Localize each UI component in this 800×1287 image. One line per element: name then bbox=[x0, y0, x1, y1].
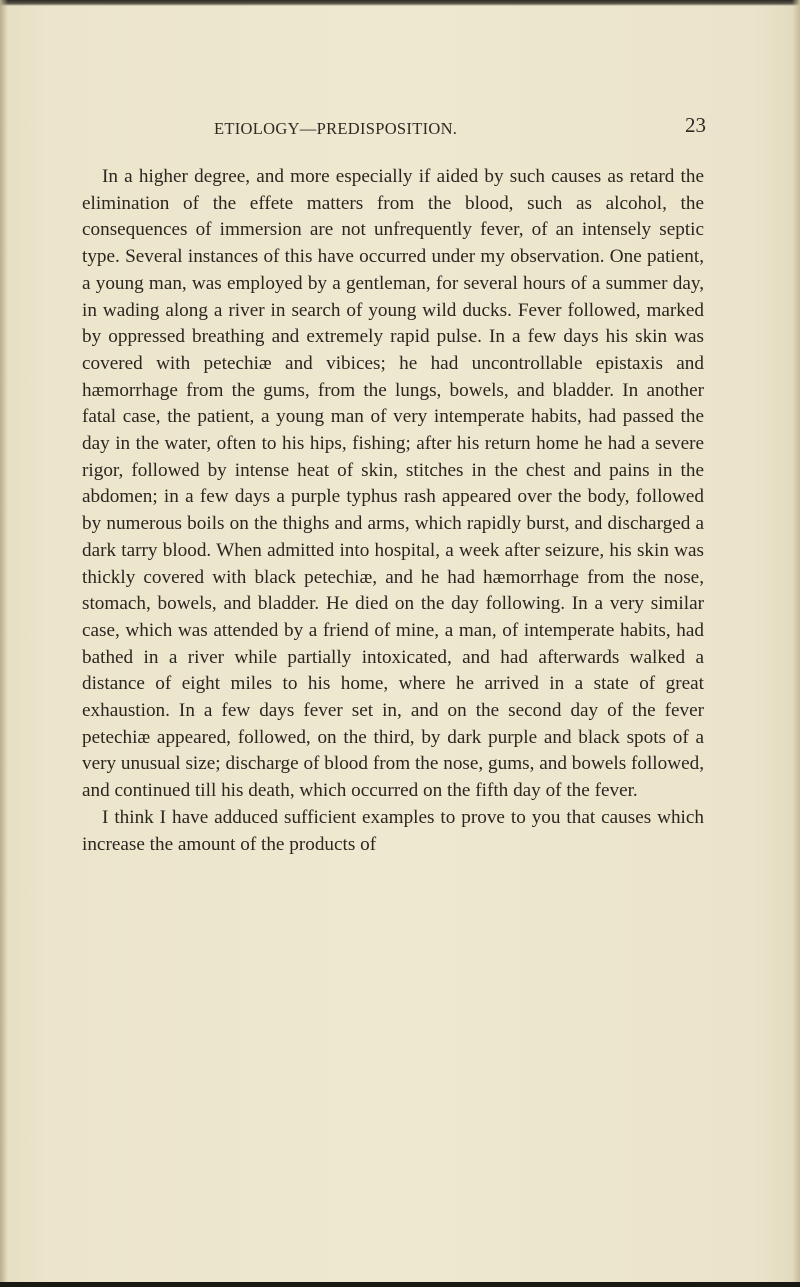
page-number: 23 bbox=[685, 113, 706, 137]
body-text bbox=[82, 164, 704, 858]
page-header bbox=[214, 113, 706, 147]
paragraph: In a higher degree, and more especially if aided by such causes as retard the elimination of the effete matters from the blood, such as alcohol, the consequences of immersion are not unfrequently fever, of an intensely septic type. Several instances of this have occurred under my observation. One patient, a young man, was employed by a gentleman, for several hours of a summer day, in wading along a river in search of young wild ducks. Fever followed, marked by oppressed breathing and extremely rapid pulse. In a few days his skin was covered with petechiæ and vibices; he had uncontrollable epistaxis and hæmorrhage from the gums, from the lungs, bowels, and bladder. In another fatal case, the patient, a young man of very intemperate habits, had passed the day in the water, often to his hips, fishing; after his return home he had a severe rigor, followed by intense heat of skin, stitches in the chest and pains in the abdomen; in a few days a purple typhus rash appeared over the body, followed by numerous boils on the thighs and arms, which rapidly burst, and discharged a dark tarry blood. When admitted into hospital, a week after seizure, his skin was thickly covered with black petechiæ, and he had hæmorrhage from the nose, stomach, bowels, and bladder. He died on the day following. In a very similar case, which was attended by a friend of mine, a man, of intemperate habits, had bathed in a river while partially intoxicated, and had afterwards walked a distance of eight miles to his home, where he arrived in a state of great exhaustion. In a few days fever set in, and on the second day of the fever petechiæ appeared, followed, on the third, by dark purple and black spots of a very unusual size; discharge of blood from the nose, gums, and bowels followed, and continued till his death, which occurred on the fifth day of the fever. bbox=[82, 166, 704, 802]
running-head: ETIOLOGY—PREDISPOSITION. bbox=[214, 119, 458, 138]
left-page-edge bbox=[0, 0, 8, 1287]
paragraph: I think I have adduced sufficient examples to prove to you that causes which increase the amount of the products of bbox=[82, 806, 704, 855]
top-edge-shadow bbox=[0, 0, 800, 6]
bottom-edge bbox=[0, 1282, 800, 1287]
right-page-edge bbox=[792, 0, 800, 1287]
